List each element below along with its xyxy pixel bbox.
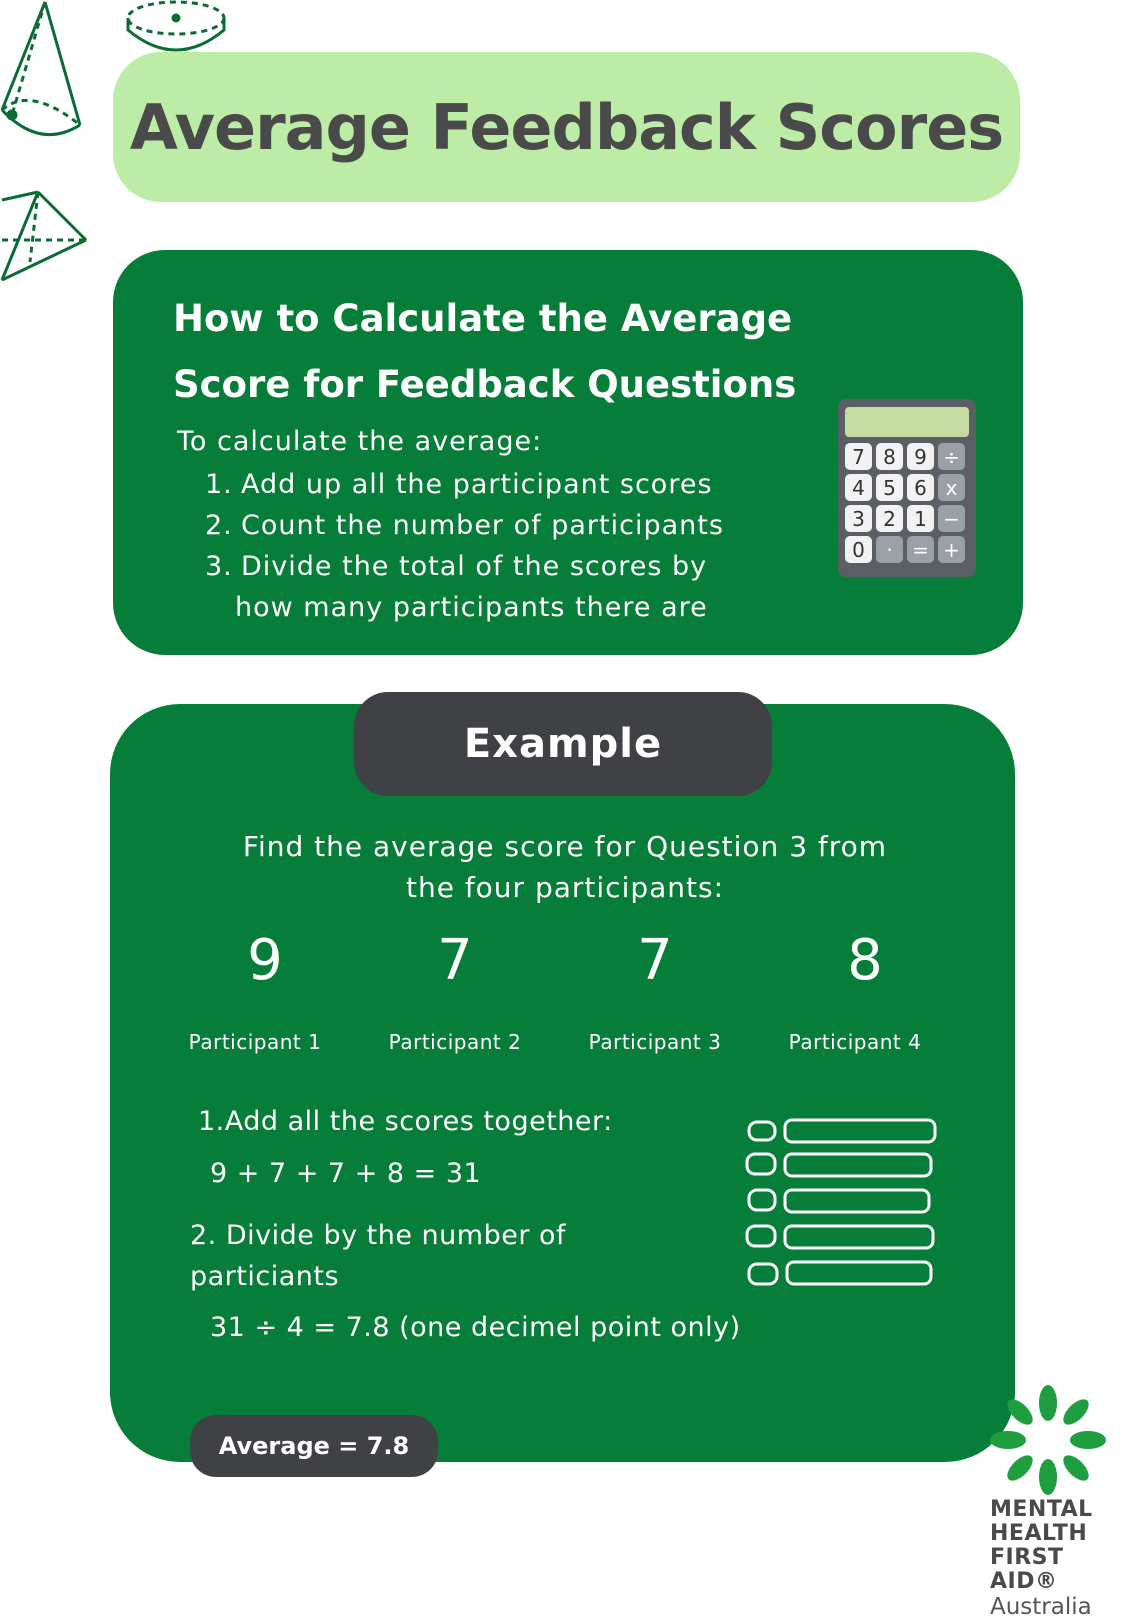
step-number: 1.	[205, 469, 233, 500]
example-tab-label: Example	[463, 721, 663, 767]
title-banner	[113, 52, 1020, 202]
example-prompt-line: the four participants:	[405, 871, 725, 904]
participant-label: Participant 3	[588, 1030, 722, 1054]
calculator-key: 6	[907, 474, 934, 501]
calculator-key: 4	[845, 474, 872, 501]
howto-step	[205, 505, 805, 546]
howto-step	[205, 464, 805, 505]
example-step1-label: 1.Add all the scores together:	[198, 1106, 613, 1137]
participant-label: Participant 4	[788, 1030, 922, 1054]
calculator-key: ·	[876, 536, 903, 563]
step-number: 3.	[205, 551, 233, 582]
calculator-key: 7	[845, 443, 872, 470]
participant-label: Participant 1	[188, 1030, 322, 1054]
participant-score: 7	[437, 928, 473, 993]
checklist-icon	[745, 1118, 945, 1308]
logo-line: FIRST AID®	[990, 1545, 1064, 1594]
example-card	[110, 704, 1015, 1462]
mhfa-logo-text	[990, 1498, 1126, 1620]
calculator-key: ÷	[938, 443, 965, 470]
example-tab	[354, 692, 772, 796]
step-text: Add up all the participant scores	[241, 469, 713, 500]
calculator-key: −	[938, 505, 965, 532]
calculator-icon	[838, 399, 976, 577]
howto-step	[205, 546, 805, 628]
calculator-key: 2	[876, 505, 903, 532]
example-prompt	[180, 826, 950, 908]
step-text: Divide the total of the scores by	[241, 551, 708, 582]
example-step1-equation: 9 + 7 + 7 + 8 = 31	[210, 1158, 482, 1189]
page-title: Average Feedback Scores	[129, 90, 1004, 164]
example-step2-label-line: 2. Divide by the number of	[190, 1220, 567, 1251]
example-step2-label	[190, 1215, 566, 1297]
example-step2-label-line: particiants	[190, 1261, 340, 1292]
participant-score: 7	[637, 928, 673, 993]
average-result	[190, 1415, 438, 1477]
calculator-key: =	[907, 536, 934, 563]
calculator-key: x	[938, 474, 965, 501]
calculator-key: 5	[876, 474, 903, 501]
logo-line: HEALTH	[990, 1521, 1088, 1546]
calculator-key: 3	[845, 505, 872, 532]
example-step2-equation: 31 ÷ 4 = 7.8 (one decimel point only)	[210, 1312, 741, 1343]
step-number: 2.	[205, 510, 233, 541]
calculator-key: 9	[907, 443, 934, 470]
calculator-screen	[845, 407, 969, 437]
howto-steps	[205, 464, 805, 628]
participant-score: 9	[247, 928, 283, 993]
calculator-key: 8	[876, 443, 903, 470]
participant-score: 8	[847, 928, 883, 993]
calculator-key: +	[938, 536, 965, 563]
example-prompt-line: Find the average score for Question 3 from	[242, 830, 888, 863]
howto-heading: How to Calculate the Average Score for Feedback Questions	[173, 297, 797, 406]
mhfa-flower-logo-icon	[988, 1385, 1108, 1495]
howto-intro: To calculate the average:	[177, 426, 543, 457]
logo-sub: Australia	[990, 1594, 1092, 1620]
logo-line: MENTAL	[990, 1497, 1093, 1522]
step-text-continued: how many participants there are	[235, 592, 708, 623]
calculator-key: 0	[845, 536, 872, 563]
participant-label: Participant 2	[388, 1030, 522, 1054]
calculator-key: 1	[907, 505, 934, 532]
step-text: Count the number of participants	[241, 510, 724, 541]
average-result-label: Average = 7.8	[218, 1432, 410, 1460]
